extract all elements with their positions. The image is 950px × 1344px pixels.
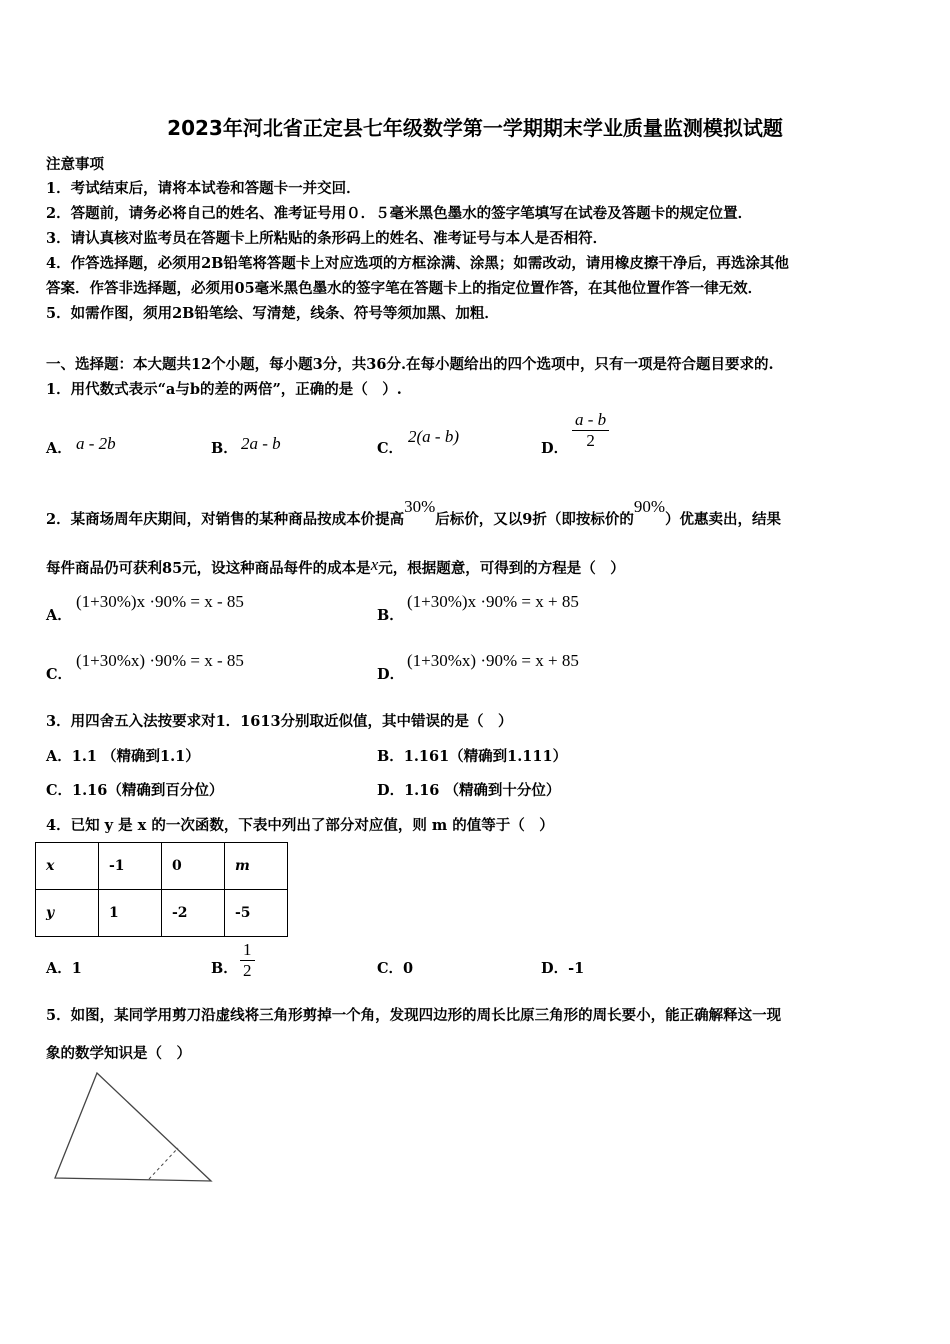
q4-option-b-label: B． [211, 960, 238, 977]
table-cell: -1 [99, 843, 162, 890]
q1-option-b: 2a - b [241, 434, 281, 453]
table-cell: y [36, 890, 99, 937]
q4-option-b-fraction [240, 940, 255, 981]
q2-stem-part: ）优惠卖出，结果 [665, 511, 782, 528]
q4-option-a-label: A． [46, 960, 72, 977]
q2-variable: x [370, 555, 379, 574]
notice-line: 答案．作答非选择题，必须用05毫米黑色墨水的签字笔在答题卡上的指定位置作答，在其他位置作答一律无效． [46, 280, 763, 297]
notice-line: 1．考试结束后，请将本试卷和答题卡一并交回． [46, 180, 361, 197]
q2-option-a: (1+30%)x ·90% = x - 85 [76, 592, 244, 611]
q2-option-d-label: D． [377, 666, 405, 683]
table-cell: -2 [162, 890, 225, 937]
question-1-stem: 1．用代数式表示“a与b的差的两倍”，正确的是（ ）. [46, 381, 402, 398]
q4-option-c-label: C． [377, 960, 404, 977]
value-table [35, 842, 288, 937]
question-3-stem: 3．用四舍五入法按要求对1．1613分别取近似值，其中错误的是（ ） [46, 713, 513, 730]
q3-option-c: C．1.16（精确到百分位） [46, 782, 224, 799]
q1-d-denominator: 2 [586, 431, 595, 450]
question-4-stem: 4．已知 y 是 x 的一次函数，下表中列出了部分对应值，则 m 的值等于（ ） [46, 817, 554, 834]
q3-option-b: B．1.161（精确到1.111） [377, 748, 568, 765]
q2-percent-90: 90% [633, 497, 666, 516]
q1-option-b-label: B． [211, 440, 238, 457]
table-cell: m [225, 843, 288, 890]
cut-dashed-line [149, 1148, 178, 1179]
q4-option-d-label: D． [541, 960, 569, 977]
q1-option-d-fraction [572, 410, 609, 451]
table-row [36, 890, 288, 937]
page-title: 2023年河北省正定县七年级数学第一学期期末学业质量监测模拟试题 [167, 116, 783, 140]
q1-option-c: 2(a - b) [408, 427, 459, 446]
q1-option-c-label: C． [377, 440, 404, 457]
q4-b-denominator: 2 [243, 961, 252, 980]
q4-option-a [46, 957, 82, 978]
q3-option-a: A．1.1 （精确到1.1） [46, 748, 200, 765]
notice-heading: 注意事项 [46, 156, 104, 173]
notice-line: 2．答题前，请务必将自己的姓名、准考证号用０．５毫米黑色墨水的签字笔填写在试卷及答题卡的规定位置． [46, 205, 753, 222]
table-cell: 1 [99, 890, 162, 937]
table-cell: x [36, 843, 99, 890]
q2-stem-part: 后标价，又以9折（即按标价的 [435, 511, 634, 528]
question-2-stem-line2 [46, 557, 625, 578]
q2-option-b-label: B． [377, 607, 404, 624]
question-5-stem-line2: 象的数学知识是（ ） [46, 1045, 191, 1062]
q1-option-d-label: D． [541, 440, 569, 457]
q2-stem-part: 2．某商场周年庆期间，对销售的某种商品按成本价提高 [46, 511, 405, 528]
question-5-stem: 5．如图，某同学用剪刀沿虚线将三角形剪掉一个角，发现四边形的周长比原三角形的周长要小，能正确解释这一现 [46, 1007, 782, 1024]
q2-option-c-label: C． [46, 666, 73, 683]
table-row [36, 843, 288, 890]
notice-line: 5．如需作图，须用2B铅笔绘、写清楚，线条、符号等须加黑、加粗． [46, 305, 499, 322]
question-2-stem [46, 497, 782, 529]
q2-option-b: (1+30%)x ·90% = x + 85 [407, 592, 579, 611]
q2-option-d: (1+30%x) ·90% = x + 85 [407, 651, 579, 670]
q2-stem-part: 元，根据题意，可得到的方程是（ ） [378, 560, 625, 577]
table-cell: -5 [225, 890, 288, 937]
q2-option-c: (1+30%x) ·90% = x - 85 [76, 651, 244, 670]
q2-stem-part: 每件商品仍可获利85元，设这种商品每件的成本是 [46, 560, 371, 577]
q4-option-d-value: -1 [568, 960, 585, 977]
triangle-outline [55, 1073, 211, 1181]
q4-option-a-value: 1 [71, 960, 82, 977]
section-heading: 一、选择题：本大题共12个小题，每小题3分，共36分.在每小题给出的四个选项中，只有一项是符合题目要求的. [46, 356, 774, 373]
notice-line: 4．作答选择题，必须用2B铅笔将答题卡上对应选项的方框涂满、涂黑；如需改动，请用橡皮擦干净后，再选涂其他 [46, 255, 789, 272]
notice-line: 3．请认真核对监考员在答题卡上所粘贴的条形码上的姓名、准考证号与本人是否相符． [46, 230, 608, 247]
q1-option-a-label: A． [46, 440, 72, 457]
q4-b-numerator: 1 [240, 940, 255, 961]
q4-option-c-value: 0 [403, 960, 414, 977]
triangle-figure [50, 1065, 220, 1190]
q3-option-d: D．1.16 （精确到十分位） [377, 782, 561, 799]
table-cell: 0 [162, 843, 225, 890]
q1-d-numerator: a - b [572, 410, 609, 431]
q4-option-d [541, 957, 584, 978]
q2-option-a-label: A． [46, 607, 72, 624]
q4-option-c [377, 957, 413, 978]
q1-option-a: a - 2b [76, 434, 116, 453]
q2-percent-30: 30% [404, 497, 436, 516]
